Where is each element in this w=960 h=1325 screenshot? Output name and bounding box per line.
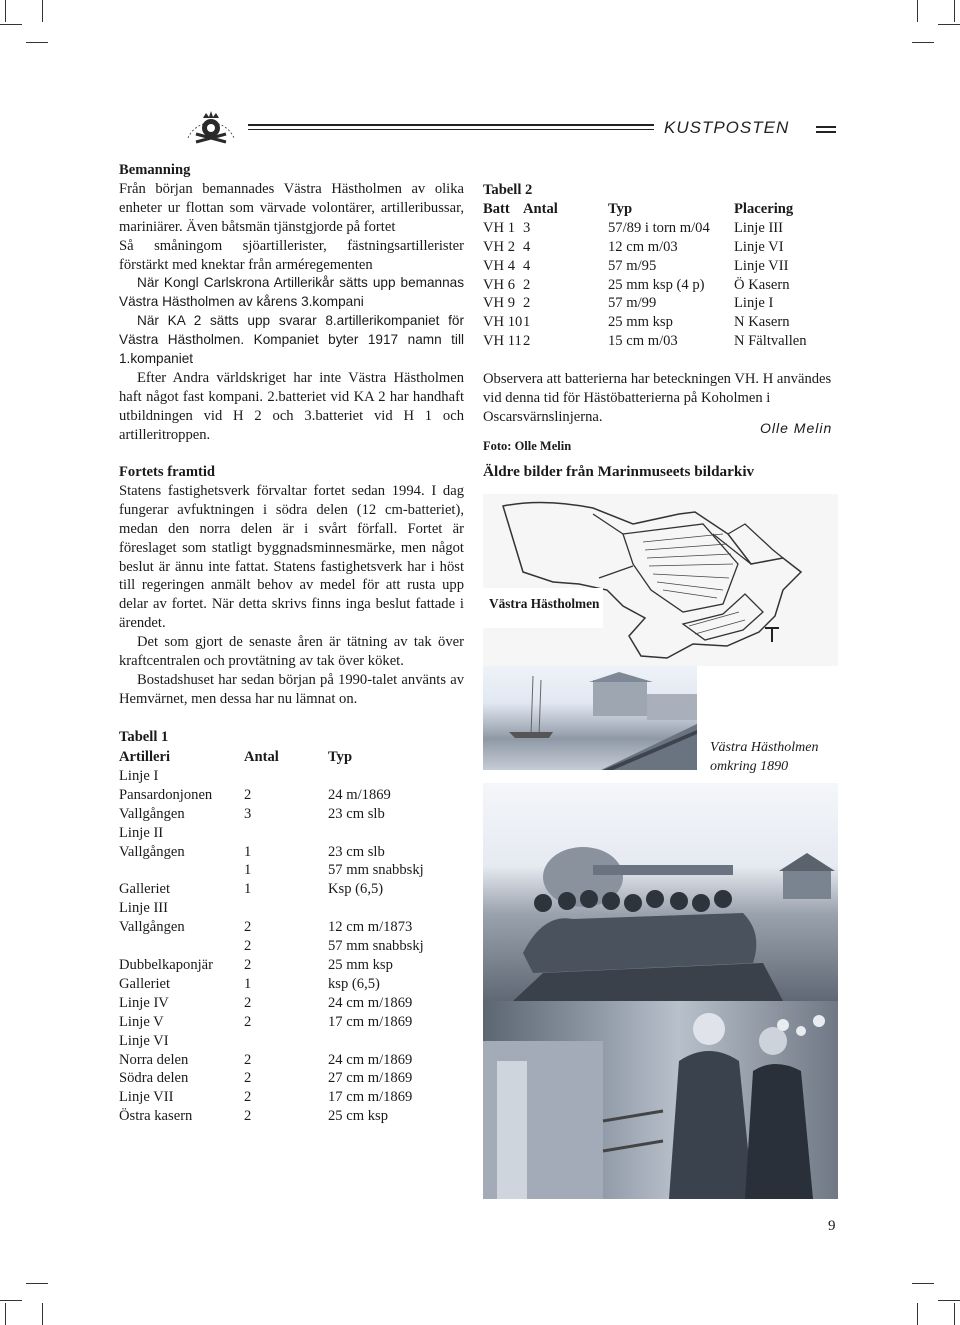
crop-mark — [954, 0, 955, 22]
table-cell: Ö Kasern — [734, 276, 790, 293]
table-cell: 4 — [523, 238, 531, 255]
table-cell: 25 mm ksp — [608, 314, 673, 331]
section-heading: Bemanning — [119, 162, 191, 178]
photo-caption: Västra Hästholmen omkring 1890 — [710, 740, 819, 774]
table-cell: 1 — [244, 862, 252, 879]
table-cell: 2 — [244, 1089, 252, 1106]
column-header: Antal — [523, 200, 558, 217]
table-title: Tabell 2 — [483, 182, 533, 198]
table-row — [119, 937, 424, 956]
table-row — [483, 238, 807, 257]
section-heading: Fortets framtid — [119, 464, 216, 480]
table-cell: Linje IV — [119, 994, 169, 1011]
table-cell: 1 — [523, 314, 531, 331]
table-row — [119, 1032, 424, 1051]
table-row — [119, 767, 424, 786]
table-cell — [244, 824, 328, 843]
header-rule-left — [248, 124, 654, 126]
table-cell: 12 cm m/03 — [608, 238, 678, 255]
photo-credit: Foto: Olle Melin — [483, 439, 572, 453]
table-cell: Norra delen — [119, 1051, 189, 1068]
table-cell: 1 — [244, 975, 252, 992]
table-cell: 2 — [244, 1013, 252, 1030]
table-cell: Vallgången — [119, 919, 185, 936]
tabell-2 — [483, 181, 807, 351]
table-cell: VH 10 — [483, 314, 523, 331]
crop-mark — [917, 1303, 918, 1325]
table-cell: Galleriet — [119, 881, 171, 898]
engine-room-photo-icon — [483, 1001, 838, 1199]
table-cell: Linje I — [734, 295, 774, 312]
crop-mark — [0, 1300, 22, 1301]
fort-map-image — [483, 494, 838, 666]
table-cell: Ksp (6,5) — [328, 881, 384, 898]
column-header: Batt — [483, 200, 510, 217]
column-header: Artilleri — [119, 748, 171, 765]
map-label: Västra Hästholmen — [489, 596, 600, 611]
table-cell — [244, 767, 328, 786]
table-cell: 1 — [244, 881, 252, 898]
table-cell: 2 — [244, 1051, 252, 1068]
table-cell: 57/89 i torn m/04 — [608, 219, 710, 236]
table-row — [483, 294, 807, 313]
table-cell: Linje VII — [119, 1089, 174, 1106]
crop-mark — [0, 24, 22, 25]
table-row — [119, 880, 424, 899]
page-number: 9 — [828, 1218, 836, 1234]
table-cell: VH 1 — [483, 219, 516, 236]
table-row — [119, 1051, 424, 1070]
table-cell: 2 — [523, 333, 531, 350]
paragraph: Det som gjort de senaste åren är tätning av tak över kraftcentralen och provtätning av tak över köket. — [119, 634, 464, 670]
column-header: Typ — [608, 200, 633, 217]
table-cell: VH 6 — [483, 276, 516, 293]
table-cell: 3 — [244, 805, 252, 822]
crop-mark — [912, 1283, 934, 1284]
table-row — [483, 276, 807, 295]
table-cell: 2 — [244, 938, 252, 955]
table-cell: Linje VI — [734, 238, 784, 255]
table-cell — [119, 861, 244, 880]
header-title: KUSTPOSTEN — [664, 118, 790, 137]
table-cell: 2 — [244, 786, 252, 803]
table-cell: Vallgången — [119, 843, 185, 860]
table-cell: VH 4 — [483, 257, 516, 274]
table-cell: Linje II — [119, 824, 164, 841]
table-cell: 1 — [244, 843, 252, 860]
sailors-photo-icon — [483, 783, 838, 1001]
table-row — [119, 1069, 424, 1088]
table-cell: Linje VII — [734, 257, 789, 274]
column-header: Typ — [328, 748, 353, 765]
table-cell: 24 cm m/1869 — [328, 994, 413, 1011]
table-row — [483, 257, 807, 276]
fortets-section — [119, 463, 464, 709]
table-row — [119, 975, 424, 994]
table-cell: Linje VI — [119, 1032, 169, 1049]
table-cell: 23 cm slb — [328, 805, 385, 822]
crop-mark — [5, 0, 6, 22]
table-cell: VH 11 — [483, 333, 522, 350]
table-cell — [328, 1032, 424, 1051]
crop-mark — [5, 1303, 6, 1325]
header-rule-right-2 — [816, 131, 836, 133]
table-cell: 2 — [523, 276, 531, 293]
crop-mark — [912, 42, 934, 43]
table-row — [119, 994, 424, 1013]
table-cell: 2 — [244, 994, 252, 1011]
table-cell: N Kasern — [734, 314, 790, 331]
table-cell: VH 2 — [483, 238, 516, 255]
table-cell: 15 cm m/03 — [608, 333, 678, 350]
harbour-photo-icon — [483, 666, 697, 770]
table-cell: 2 — [244, 919, 252, 936]
table-cell — [119, 937, 244, 956]
table-row — [119, 786, 424, 805]
table-cell: 24 m/1869 — [328, 786, 391, 803]
table-cell — [328, 899, 424, 918]
crop-mark — [42, 0, 43, 22]
table-cell: Linje III — [119, 900, 169, 917]
bemanning-section — [119, 161, 464, 445]
table-cell: Vallgången — [119, 805, 185, 822]
table-cell: 3 — [523, 219, 531, 236]
column-header: Antal — [244, 748, 279, 765]
engine-room-photo — [483, 1001, 838, 1199]
table-cell: 25 cm ksp — [328, 1108, 388, 1125]
paragraph: Efter Andra världskriget har inte Västra Hästholmen haft något fast kompani. 2.batteriet vid KA 2 har handhaft utbildningen vid H 2 och 3.batteriet vid H 1 och artilleritroppen. — [119, 369, 464, 443]
table-row — [119, 1088, 424, 1107]
table-cell: 25 mm ksp — [328, 956, 393, 973]
fort-plan-icon — [483, 494, 838, 666]
crop-mark — [917, 0, 918, 22]
column-header: Placering — [734, 200, 794, 217]
table-header-row — [119, 747, 424, 767]
paragraph: När KA 2 sätts upp svarar 8.artillerikompaniet för Västra Hästholmen. Kompaniet byter 1917 namn till 1.kompaniet — [119, 313, 464, 367]
table — [119, 747, 424, 1126]
paragraph: När Kongl Carlskrona Artillerikår sätts upp bemannas Västra Hästholmen av kårens 3.kompani — [119, 275, 464, 310]
table-row — [483, 313, 807, 332]
paragraph: Bostadshuset har sedan början på 1990-talet använts av Hemvärnet, men dessa har nu lämnat on. — [119, 671, 464, 707]
paragraph: Statens fastighetsverk förvaltar fortet sedan 1994. I dag fungerar avfuktningen i södra delen (12 cm-batteriet), medan den norra delen är i svårt förfall. Fortet är föreslaget som statligt byggnadsminnesmärke, men något beslut är ännu inte fattat. Statens fastighetsverk har i höst till regeringen anmält behov av medel för att rusta upp delar av fortet. När detta skrivs finns inga beslut fattade i ärendet. — [119, 482, 464, 632]
header-rule-left-2 — [248, 129, 654, 130]
table-cell — [244, 1032, 328, 1051]
table-cell: Pansardonjonen — [119, 786, 213, 803]
table-cell: 2 — [244, 1108, 252, 1125]
crop-mark — [954, 1303, 955, 1325]
ka2-logo-icon — [176, 98, 246, 152]
table-title: Tabell 1 — [119, 729, 169, 745]
table-row — [483, 332, 807, 351]
table-cell: Dubbelkaponjär — [119, 956, 214, 973]
table-cell: 57 mm snabbskj — [328, 862, 424, 879]
table-cell: 2 — [244, 1070, 252, 1087]
crop-mark — [938, 24, 960, 25]
table-row — [119, 956, 424, 975]
section-heading: Äldre bilder från Marinmuseets bildarkiv — [483, 463, 755, 480]
tabell-2-note: Observera att batterierna har beteckningen VH. H användes vid denna tid för Hästöbatterierna på Koholmen i Oscarsvärnslinjerna. — [483, 371, 832, 425]
table-cell: 23 cm slb — [328, 843, 385, 860]
table-cell: 4 — [523, 257, 531, 274]
table-row — [483, 219, 807, 238]
table-header-row — [483, 200, 807, 219]
table-cell — [328, 767, 424, 786]
table-cell: N Fältvallen — [734, 333, 807, 350]
table-cell: 25 mm ksp (4 p) — [608, 276, 705, 293]
table-cell: Södra delen — [119, 1070, 189, 1087]
table-row — [119, 899, 424, 918]
table-cell: 17 cm m/1869 — [328, 1089, 413, 1106]
crop-mark — [26, 1283, 48, 1284]
table-cell: Linje I — [119, 767, 159, 784]
crop-mark — [42, 1303, 43, 1325]
table-cell: ksp (6,5) — [328, 975, 380, 992]
table-cell: 2 — [523, 295, 531, 312]
table-cell: 2 — [244, 956, 252, 973]
table — [483, 200, 807, 351]
table-cell — [244, 899, 328, 918]
table-row — [119, 918, 424, 937]
table-row — [119, 1107, 424, 1126]
table-cell: 17 cm m/1869 — [328, 1013, 413, 1030]
sailors-photo — [483, 783, 838, 1001]
table-row — [119, 805, 424, 824]
table-cell: Galleriet — [119, 975, 171, 992]
table-cell — [328, 824, 424, 843]
table-cell: 57 mm snabbskj — [328, 938, 424, 955]
table-cell: VH 9 — [483, 295, 516, 312]
table-row — [119, 824, 424, 843]
crop-mark — [26, 42, 48, 43]
table-cell: 12 cm m/1873 — [328, 919, 413, 936]
table-cell: 57 m/95 — [608, 257, 657, 274]
paragraph: Från början bemannades Västra Hästholmen av olika enheter ur flottan som värvade volontärer, artilleribussar, mariniärer. Även båtsmän tjänstgjorde på fortet — [119, 180, 464, 235]
table-cell: 57 m/99 — [608, 295, 657, 312]
table-row — [119, 843, 424, 862]
table-cell: Linje V — [119, 1013, 164, 1030]
harbour-photo — [483, 666, 697, 770]
table-cell: 24 cm m/1869 — [328, 1051, 413, 1068]
header — [0, 90, 960, 150]
signature: Olle Melin — [760, 420, 833, 436]
header-rule-right — [816, 126, 836, 128]
crop-mark — [938, 1300, 960, 1301]
paragraph: Så småningom sjöartillerister, fästningsartillerister förstärkt med knektar från arméregementen — [119, 237, 464, 273]
table-cell: Linje III — [734, 219, 784, 236]
table-row — [119, 861, 424, 880]
table-row — [119, 1013, 424, 1032]
table-cell: 27 cm m/1869 — [328, 1070, 413, 1087]
table-cell: Östra kasern — [119, 1108, 193, 1125]
tabell-1 — [119, 728, 424, 1126]
